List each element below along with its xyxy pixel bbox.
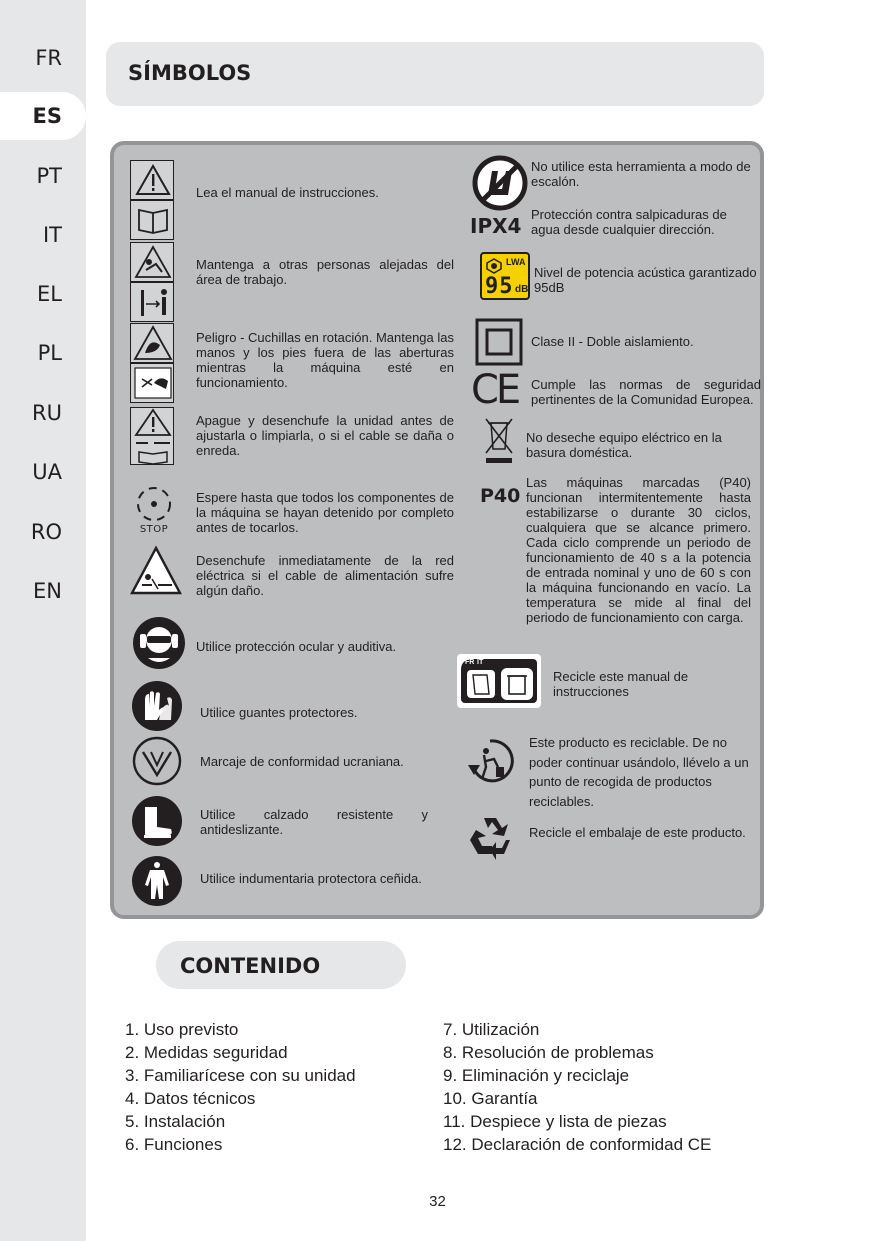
toc-item[interactable]: 7. Utilización	[443, 1020, 540, 1039]
toc-item[interactable]: 3. Familiarícese con su unidad	[125, 1066, 356, 1085]
toc-item[interactable]: 2. Medidas seguridad	[125, 1043, 288, 1062]
symbol-text-clothing: Utilice indumentaria protectora ceñida.	[200, 871, 422, 886]
symbol-text-bystanders: Mantenga a otras personas alejadas del área de trabajo.	[196, 257, 454, 287]
lang-tab-it[interactable]: IT	[42, 223, 62, 247]
no-step-icon	[472, 155, 528, 216]
lang-tab-es[interactable]: ES	[0, 92, 86, 140]
it-mini-label: IT	[477, 659, 484, 666]
safety-boots-icon	[131, 795, 183, 852]
weee-bin-icon	[482, 417, 516, 472]
fr-mini-label: FR	[465, 659, 475, 666]
symbol-text-packaging: Recicle el embalaje de este producto.	[529, 825, 746, 840]
gloves-icon	[131, 680, 183, 737]
lang-tab-ru[interactable]: RU	[32, 401, 62, 425]
symbol-text-weee: No deseche equipo eléctrico en la basura doméstica.	[526, 430, 722, 460]
symbol-text-boots: Utilice calzado resistente y antideslizante.	[200, 807, 428, 837]
symbol-text-ce: Cumple las normas de seguridad pertinentes de la Comunidad Europea.	[531, 377, 761, 407]
toc-item[interactable]: 10. Garantía	[443, 1089, 538, 1108]
symbol-text-blades: Peligro - Cuchillas en rotación. Mantenga las manos y los pies fuera de las aberturas mientras la máquina esté en funcionamiento.	[196, 330, 454, 390]
symbol-text-ukr: Marcaje de conformidad ucraniana.	[200, 754, 404, 769]
lwa-label: LWA	[506, 257, 526, 267]
symbol-text-recycle-manual: Recicle este manual de instrucciones	[553, 669, 689, 699]
symbol-text-recyclable: Este producto es reciclable. De no poder continuar usándolo, llévelo a un punto de recogida de productos reciclables.	[529, 735, 749, 809]
toc-item[interactable]: 11. Despiece y lista de piezas	[443, 1112, 667, 1131]
symbol-text-p40: Las máquinas marcadas (P40) funcionan intermitentemente hasta estabilizarse o durante 30 ciclos, cualquiera que se alcance primero. Cada ciclo comprende un periodo de funcionamiento de 40 s a la potencia de entrada nominal y uno de 60 s con la máquina funcionando en vacío. La temperatura se mide al final del periodo de funcionamiento con carga.	[526, 475, 751, 625]
ipx4-icon: IPX4	[470, 214, 522, 238]
symbol-text-gloves: Utilice guantes protectores.	[200, 705, 358, 720]
toc-left-column	[125, 1018, 356, 1156]
ukrainian-conformity-icon	[131, 735, 183, 792]
lang-tab-pl[interactable]: PL	[37, 341, 62, 365]
lang-tab-ua[interactable]: UA	[32, 460, 62, 484]
db-unit: dB	[515, 284, 529, 295]
toc-item[interactable]: 4. Datos técnicos	[125, 1089, 256, 1108]
contents-title: CONTENIDO	[180, 954, 321, 978]
protective-clothing-icon	[131, 855, 183, 912]
symbol-text-unplug: Apague y desenchufe la unidad antes de ajustarla o limpiarla, o si el cable se daña o enreda.	[196, 413, 454, 458]
p40-icon: P40	[480, 485, 521, 507]
lang-tab-ro[interactable]: RO	[30, 520, 62, 544]
toc-item[interactable]: 8. Resolución de problemas	[443, 1043, 654, 1062]
symbols-panel	[110, 141, 764, 919]
page-number: 32	[429, 1193, 446, 1210]
toc-item[interactable]: 12. Declaración de conformidad CE	[443, 1135, 712, 1154]
lang-tab-pt[interactable]: PT	[36, 164, 62, 188]
lang-tab-en[interactable]: EN	[33, 579, 62, 603]
symbol-text-manual: Lea el manual de instrucciones.	[196, 185, 379, 200]
toc-item[interactable]: 1. Uso previsto	[125, 1020, 239, 1039]
symbol-text-class-ii: Clase II - Doble aislamiento.	[531, 334, 694, 349]
recycle-packaging-icon	[464, 810, 516, 867]
symbol-text-eye-ear: Utilice protección ocular y auditiva.	[196, 639, 397, 654]
lang-tab-fr[interactable]: FR	[35, 46, 62, 70]
lang-tab-el[interactable]: EL	[37, 282, 62, 306]
damaged-cable-icon	[130, 545, 182, 602]
sound-power-icon	[480, 252, 530, 300]
recyclable-product-icon	[464, 735, 516, 792]
recycle-manual-icon	[457, 654, 541, 708]
symbols-header	[106, 42, 764, 106]
class-ii-icon	[475, 318, 523, 371]
db-value: 95	[485, 274, 514, 299]
symbol-text-sound: Nivel de potencia acústica garantizado 95dB	[534, 265, 757, 295]
toc-right-column	[443, 1018, 711, 1156]
symbol-text-stop: Espere hasta que todos los componentes de la máquina se hayan detenido por completo antes de tocarlos.	[196, 490, 454, 535]
stop-wait-icon	[132, 483, 178, 544]
eye-ear-protection-icon	[132, 616, 186, 675]
symbol-text-cable: Desenchufe inmediatamente de la red eléctrica si el cable de alimentación sufre algún daño.	[196, 553, 454, 598]
toc-item[interactable]: 6. Funciones	[125, 1135, 223, 1154]
symbol-text-ipx4: Protección contra salpicaduras de agua desde cualquier dirección.	[531, 207, 727, 237]
language-sidebar	[0, 0, 86, 1241]
symbol-text-no-step: No utilice esta herramienta a modo de escalón.	[531, 159, 751, 189]
stop-label: STOP	[139, 524, 169, 535]
symbols-title: SÍMBOLOS	[128, 61, 252, 85]
contents-header	[156, 941, 406, 989]
toc-item[interactable]: 5. Instalación	[125, 1112, 226, 1131]
ce-mark-icon: CE	[471, 367, 519, 413]
toc-item[interactable]: 9. Eliminación y reciclaje	[443, 1066, 630, 1085]
